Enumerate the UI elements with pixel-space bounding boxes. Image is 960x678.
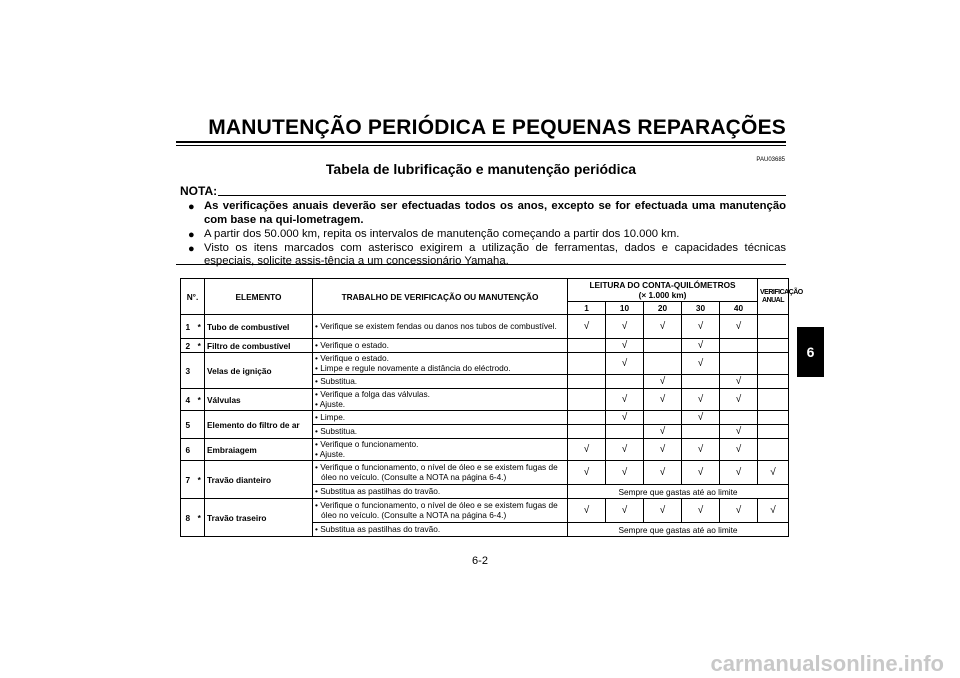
row-number: 1 [181, 315, 195, 339]
nota-rule [218, 195, 786, 196]
row-work: • Verifique a folga das válvulas. • Ajuste. [313, 389, 568, 411]
row-work: • Substitua. [313, 425, 568, 439]
empty-cell [682, 375, 720, 389]
row-number: 6 [181, 439, 195, 461]
asterisk-mark: * [195, 315, 205, 339]
row-number: 5 [181, 411, 195, 439]
annual-cell [758, 411, 789, 425]
page-number: 6-2 [472, 555, 488, 567]
maintenance-table [180, 278, 803, 537]
check-mark: √ [682, 315, 720, 339]
row-work: • Verifique se existem fendas ou danos nos tubos de combustível. [313, 315, 568, 339]
check-mark: √ [644, 389, 682, 411]
check-mark: √ [606, 411, 644, 425]
empty-cell [568, 389, 606, 411]
wear-limit-note: Sempre que gastas até ao limite [568, 485, 789, 499]
watermark: carmanualsonline.info [710, 651, 944, 676]
empty-cell [568, 339, 606, 353]
check-mark: √ [606, 315, 644, 339]
check-mark: √ [682, 353, 720, 375]
check-mark: √ [606, 461, 644, 485]
header-element: ELEMENTO [205, 279, 313, 315]
table-row [181, 353, 789, 375]
table-row [181, 439, 789, 461]
asterisk-mark [195, 411, 205, 439]
check-mark: √ [568, 499, 606, 523]
row-work: • Verifique o estado. • Limpe e regule novamente a distância do eléctrodo. [313, 353, 568, 375]
check-mark: √ [644, 461, 682, 485]
check-mark: √ [758, 499, 789, 523]
asterisk-mark: * [195, 499, 205, 537]
check-mark: √ [720, 461, 758, 485]
asterisk-mark: * [195, 339, 205, 353]
empty-cell [682, 425, 720, 439]
header-rule [176, 141, 786, 143]
table-row [181, 411, 789, 425]
nota-item: ● As verificações anuais deverão ser efectuadas todos os anos, excepto se for efectuada uma manutenção com base na qui-lometragem. [188, 200, 786, 226]
table-row [181, 499, 789, 523]
check-mark: √ [720, 315, 758, 339]
check-mark: √ [682, 389, 720, 411]
bottom-rule [176, 264, 786, 265]
empty-cell [568, 411, 606, 425]
asterisk-mark: * [195, 389, 205, 411]
row-work: • Verifique o funcionamento, o nível de óleo e se existem fugas de óleo no veículo. (Consulte a NOTA na página 6-4.) [313, 499, 568, 523]
row-work: • Verifique o estado. [313, 339, 568, 353]
km-1: 1 [568, 302, 606, 315]
annual-cell [758, 353, 789, 375]
check-mark: √ [606, 439, 644, 461]
empty-cell [720, 339, 758, 353]
annual-cell [758, 339, 789, 353]
row-number: 4 [181, 389, 195, 411]
empty-cell [606, 375, 644, 389]
check-mark: √ [720, 389, 758, 411]
km-20: 20 [644, 302, 682, 315]
check-mark: √ [644, 425, 682, 439]
km-30: 30 [682, 302, 720, 315]
bullet-icon: ● [188, 228, 195, 241]
check-mark: √ [644, 439, 682, 461]
check-mark: √ [606, 499, 644, 523]
header-num: N°. [181, 279, 205, 315]
check-mark: √ [606, 389, 644, 411]
row-element: Válvulas [205, 389, 313, 411]
check-mark: √ [606, 353, 644, 375]
nota-item: ● A partir dos 50.000 km, repita os intervalos de manutenção começando a partir dos 10.000 km. [188, 227, 680, 241]
check-mark: √ [682, 439, 720, 461]
nota-item: ● Visto os itens marcados com asterisco exigirem a utilização de ferramentas, dados e capacidades técnicas especiais, solicite assis-tência a um concessionário Yamaha. [188, 241, 786, 267]
annual-cell [758, 389, 789, 411]
row-work: • Verifique o funcionamento, o nível de óleo e se existem fugas de óleo no veículo. (Consulte a NOTA na página 6-4.) [313, 461, 568, 485]
row-element: Velas de ignição [205, 353, 313, 389]
asterisk-mark [195, 353, 205, 389]
row-element: Filtro de combustível [205, 339, 313, 353]
table-row [181, 315, 789, 339]
row-element: Embraiagem [205, 439, 313, 461]
empty-cell [644, 339, 682, 353]
nota-label: NOTA: [180, 184, 218, 198]
check-mark: √ [568, 315, 606, 339]
check-mark: √ [644, 375, 682, 389]
page-header-title: MANUTENÇÃO PERIÓDICA E PEQUENAS REPARAÇÕES [208, 116, 786, 139]
header-odometer [568, 279, 758, 302]
chapter-tab: 6 [797, 327, 824, 377]
nota-list [188, 200, 786, 269]
empty-cell [720, 353, 758, 375]
wear-limit-note: Sempre que gastas até ao limite [568, 523, 789, 537]
table-header-row [181, 279, 789, 302]
check-mark: √ [720, 439, 758, 461]
header-annual-line2: ANUAL [762, 296, 785, 304]
asterisk-mark [195, 439, 205, 461]
header-rule-thin [176, 145, 786, 146]
document-code: PAU03685 [756, 157, 785, 163]
header-work: TRABALHO DE VERIFICAÇÃO OU MANUTENÇÃO [313, 279, 568, 315]
table-row [181, 339, 789, 353]
check-mark: √ [682, 411, 720, 425]
check-mark: √ [568, 461, 606, 485]
check-mark: √ [606, 339, 644, 353]
empty-cell [606, 425, 644, 439]
check-mark: √ [682, 499, 720, 523]
row-work: • Substitua. [313, 375, 568, 389]
bullet-icon: ● [188, 242, 195, 255]
header-odometer-line1: LEITURA DO CONTA-QUILÓMETROS [589, 280, 736, 290]
row-number: 8 [181, 499, 195, 537]
row-number: 3 [181, 353, 195, 389]
check-mark: √ [644, 499, 682, 523]
table-row [181, 461, 789, 485]
empty-cell [644, 353, 682, 375]
section-title: Tabela de lubrificação e manutenção periódica [325, 161, 637, 177]
row-element: Elemento do filtro de ar [205, 411, 313, 439]
km-40: 40 [720, 302, 758, 315]
annual-cell [758, 425, 789, 439]
check-mark: √ [720, 375, 758, 389]
check-mark: √ [720, 499, 758, 523]
row-work: • Substitua as pastilhas do travão. [313, 485, 568, 499]
row-number: 2 [181, 339, 195, 353]
empty-cell [568, 425, 606, 439]
check-mark: √ [758, 461, 789, 485]
check-mark: √ [682, 461, 720, 485]
annual-cell [758, 375, 789, 389]
header-annual-line1: VERIFICAÇÃO [760, 288, 803, 296]
empty-cell [644, 411, 682, 425]
row-element: Travão dianteiro [205, 461, 313, 499]
km-10: 10 [606, 302, 644, 315]
empty-cell [720, 411, 758, 425]
row-work: • Verifique o funcionamento. • Ajuste. [313, 439, 568, 461]
row-work: • Limpe. [313, 411, 568, 425]
check-mark: √ [568, 439, 606, 461]
header-annual [758, 279, 803, 315]
header-odometer-line2: (× 1.000 km) [638, 290, 687, 300]
check-mark: √ [644, 315, 682, 339]
annual-cell [758, 439, 789, 461]
row-number: 7 [181, 461, 195, 499]
table-row [181, 389, 789, 411]
annual-cell [758, 315, 789, 339]
bullet-icon: ● [188, 201, 195, 213]
asterisk-mark: * [195, 461, 205, 499]
empty-cell [568, 375, 606, 389]
row-element: Travão traseiro [205, 499, 313, 537]
empty-cell [568, 353, 606, 375]
row-work: • Substitua as pastilhas do travão. [313, 523, 568, 537]
check-mark: √ [720, 425, 758, 439]
check-mark: √ [682, 339, 720, 353]
row-element: Tubo de combustível [205, 315, 313, 339]
